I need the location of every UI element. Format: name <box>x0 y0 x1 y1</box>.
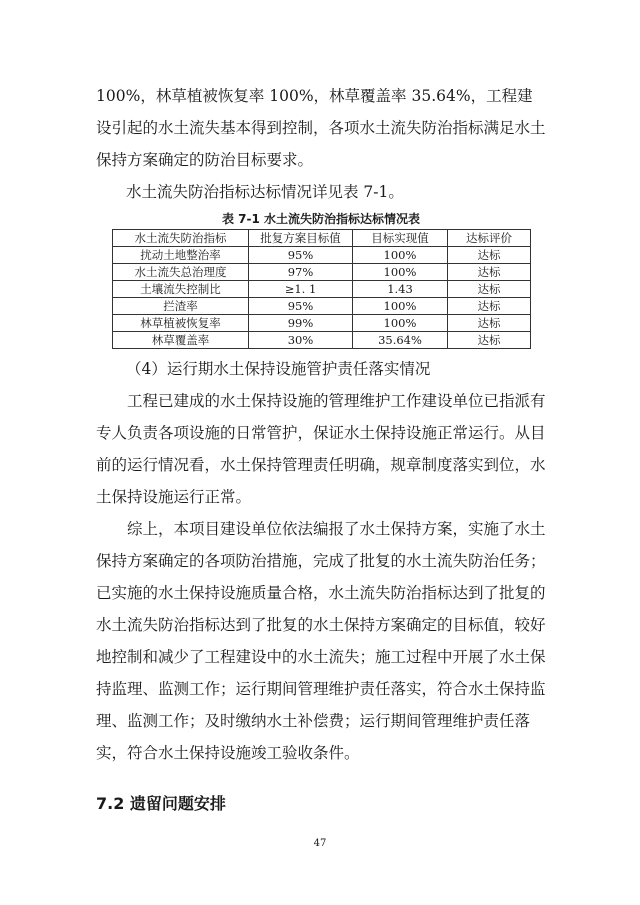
table-cell: 95% <box>249 247 353 264</box>
table-cell: 达标 <box>448 298 531 315</box>
table-header-cell: 水土流失防治指标 <box>113 230 249 247</box>
table-cell: 达标 <box>448 332 531 349</box>
table-cell: 100% <box>353 264 448 281</box>
table-row <box>113 247 531 264</box>
table-cell: 达标 <box>448 264 531 281</box>
table-cell: 30% <box>249 332 353 349</box>
table-header-cell: 目标实现值 <box>353 230 448 247</box>
table-header-cell: 批复方案目标值 <box>249 230 353 247</box>
table-row <box>113 298 531 315</box>
table-cell: 扰动土地整治率 <box>113 247 249 264</box>
table-cell: 林草植被恢复率 <box>113 315 249 332</box>
table-row <box>113 315 531 332</box>
table-cell: 95% <box>249 298 353 315</box>
table-cell: 100% <box>353 298 448 315</box>
paragraph-1: 100%，林草植被恢复率 100%，林草覆盖率 35.64%，工程建设引起的水土流失基本得到控制，各项水土流失防治指标满足水土保持方案确定的防治目标要求。 <box>96 87 546 169</box>
paragraph-5: 综上，本项目建设单位依法编报了水土保持方案，实施了水土保持方案确定的各项防治措施，完成了批复的水土流失防治任务；已实施的水土保持设施质量合格，水土流失防治指标达到了批复的水土流失防治指标达到了批复的水土保持方案确定的目标值，较好地控制和减少了工程建设中的水土流失；施工过程中开展了水土保持监理、监测工作；运行期间管理维护责任落实，符合水土保持监理、监测工作；及时缴纳水土补偿费；运行期间管理维护责任落实，符合水土保持设施竣工验收条件。 <box>96 520 546 762</box>
table-row <box>113 281 531 298</box>
table-cell: 拦渣率 <box>113 298 249 315</box>
table-caption: 表 7-1 水土流失防治指标达标情况表 <box>221 212 421 226</box>
table-cell: 35.64% <box>353 332 448 349</box>
table-cell: 100% <box>353 247 448 264</box>
table-cell: 1.43 <box>353 281 448 298</box>
table-header-cell: 达标评价 <box>448 230 531 247</box>
table-header-row <box>113 230 531 247</box>
table-cell: 林草覆盖率 <box>113 332 249 349</box>
table-cell: 100% <box>353 315 448 332</box>
table-cell: 达标 <box>448 281 531 298</box>
table-cell: 达标 <box>448 315 531 332</box>
section-heading: 7.2 遗留问题安排 <box>96 794 226 813</box>
table-cell: ≥1. 1 <box>249 281 353 298</box>
page-number: 47 <box>313 838 327 849</box>
table-cell: 99% <box>249 315 353 332</box>
table-cell: 水土流失总治理度 <box>113 264 249 281</box>
table-cell: 97% <box>249 264 353 281</box>
paragraph-2: 水土流失防治指标达标情况详见表 7-1。 <box>126 183 404 201</box>
subsection-title: （4）运行期水土保持设施管护责任落实情况 <box>126 360 431 378</box>
paragraph-4: 工程已建成的水土保持设施的管理维护工作建设单位已指派有专人负责各项设施的日常管护，保证水土保持设施正常运行。从目前的运行情况看，水土保持管理责任明确，规章制度落实到位，水土保持设施运行正常。 <box>96 392 546 506</box>
table-cell: 达标 <box>448 247 531 264</box>
indicator-table <box>112 229 531 349</box>
table-row <box>113 332 531 349</box>
table-cell: 土壤流失控制比 <box>113 281 249 298</box>
table-row <box>113 264 531 281</box>
